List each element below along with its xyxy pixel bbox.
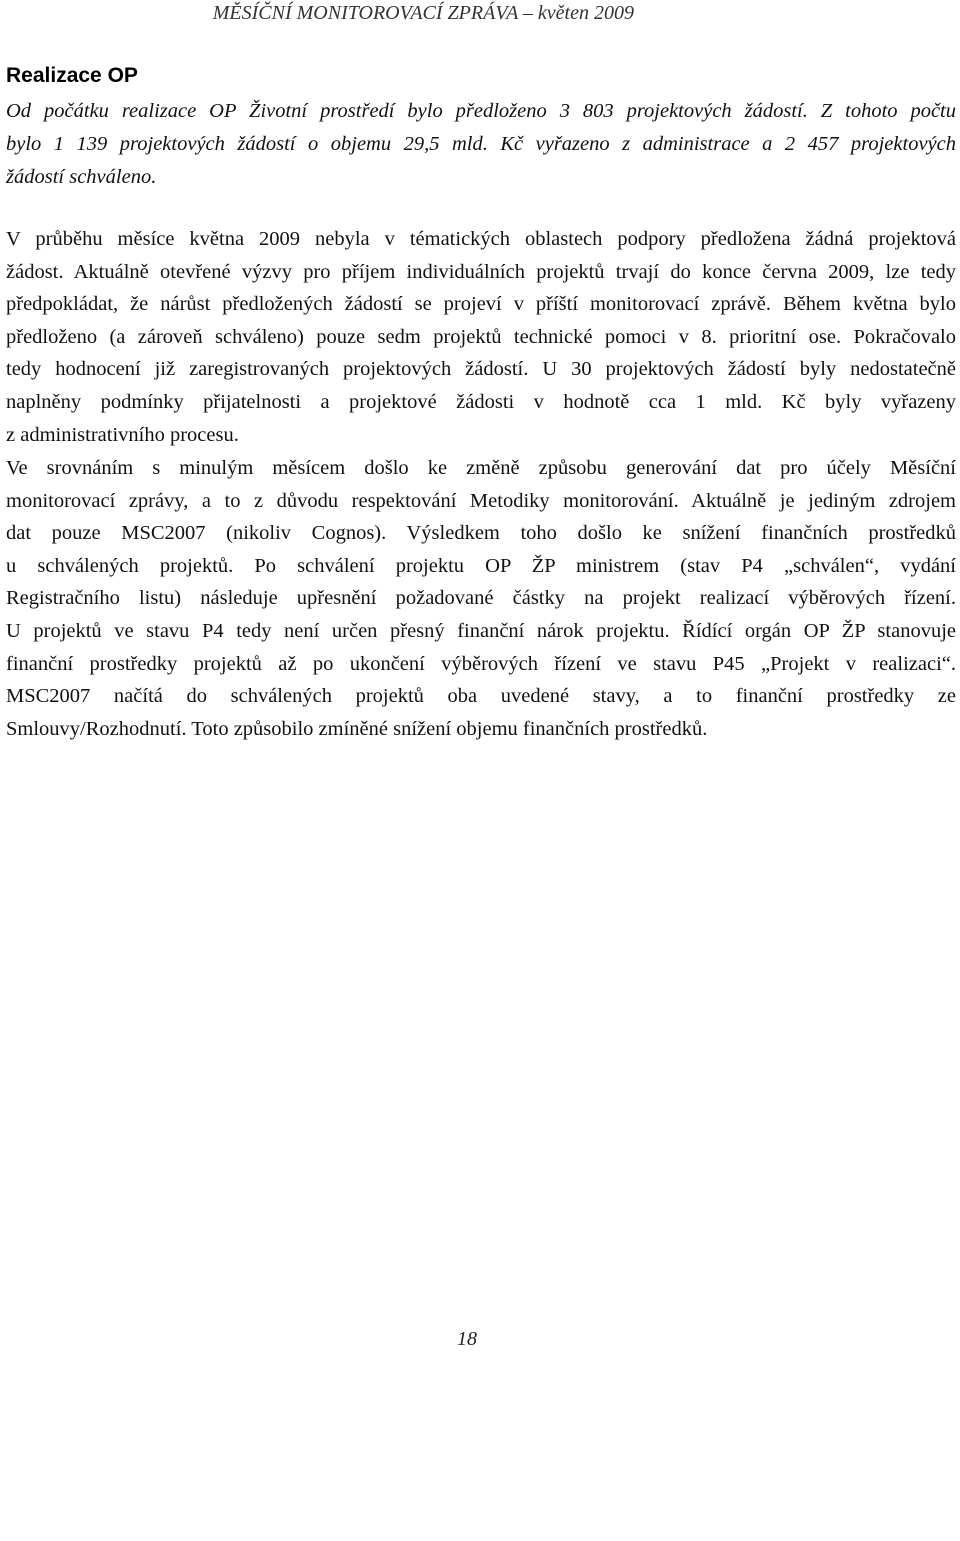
- paragraph-line: MSC2007 načítá do schválených projektů oba uvedené stavy, a to finanční prostředky ze: [6, 685, 956, 708]
- paragraph-line: Ve srovnáním s minulým měsícem došlo ke změně způsobu generování dat pro účely Měsíční: [6, 457, 956, 479]
- paragraph-line: Smlouvy/Rozhodnutí. Toto způsobilo zmíněné snížení objemu finančních prostředků.: [6, 717, 708, 740]
- paragraph-line: předloženo (a zároveň schváleno) pouze sedm projektů technické pomoci v 8. prioritní ose. Pokračovalo: [6, 325, 956, 348]
- paragraph-line: u schválených projektů. Po schválení projektu OP ŽP ministrem (stav P4 „schválen“, vydání: [6, 554, 956, 577]
- paragraph-line: žádostí schváleno.: [6, 166, 157, 188]
- paragraph-line: dat pouze MSC2007 (nikoliv Cognos). Výsledkem toho došlo ke snížení finančních prostředků: [6, 522, 956, 545]
- intro-paragraph: [6, 95, 956, 194]
- paragraph-line: předpokládat, že nárůst předložených žádostí se projeví v příští monitorovací zprávě. Během května bylo: [6, 293, 956, 316]
- paragraph-line: finanční prostředky projektů až po ukončení výběrových řízení ve stavu P45 „Projekt v realizaci“.: [6, 652, 956, 675]
- paragraph-line: tedy hodnocení již zaregistrovaných projektových žádostí. U 30 projektových žádostí byly nedostatečně: [6, 358, 956, 381]
- paragraph-line: z administrativního procesu.: [6, 423, 239, 446]
- running-header: MĚSÍČNÍ MONITOROVACÍ ZPRÁVA – květen 2009: [212, 2, 634, 24]
- paragraph-line: žádost. Aktuálně otevřené výzvy pro příjem individuálních projektů trvají do konce června 2009, lze tedy: [6, 260, 956, 283]
- paragraph-line: bylo 1 139 projektových žádostí o objemu 29,5 mld. Kč vyřazeno z administrace a 2 457 projektových: [6, 133, 956, 155]
- paragraph-line: U projektů ve stavu P4 tedy není určen přesný finanční nárok projektu. Řídící orgán OP ŽP stanovuje: [6, 619, 956, 642]
- paragraph-line: naplněny podmínky přijatelnosti a projektové žádosti v hodnotě cca 1 mld. Kč byly vyřazeny: [6, 390, 956, 413]
- paragraph-line: Registračního listu) následuje upřesnění požadované částky na projekt realizací výběrových řízení.: [6, 587, 956, 610]
- paragraph-line: V průběhu měsíce května 2009 nebyla v tématických oblastech podpory předložena žádná projektová: [6, 228, 956, 250]
- body-paragraph-2: [6, 452, 956, 745]
- section-title: Realizace OP: [6, 64, 138, 87]
- page-number: 18: [457, 1328, 477, 1350]
- paragraph-line: Od počátku realizace OP Životní prostředí bylo předloženo 3 803 projektových žádostí. Z tohoto počtu: [6, 100, 956, 122]
- paragraph-line: monitorovací zprávy, a to z důvodu respektování Metodiky monitorování. Aktuálně je jediným zdrojem: [6, 489, 956, 512]
- body-paragraph-1: [6, 223, 956, 451]
